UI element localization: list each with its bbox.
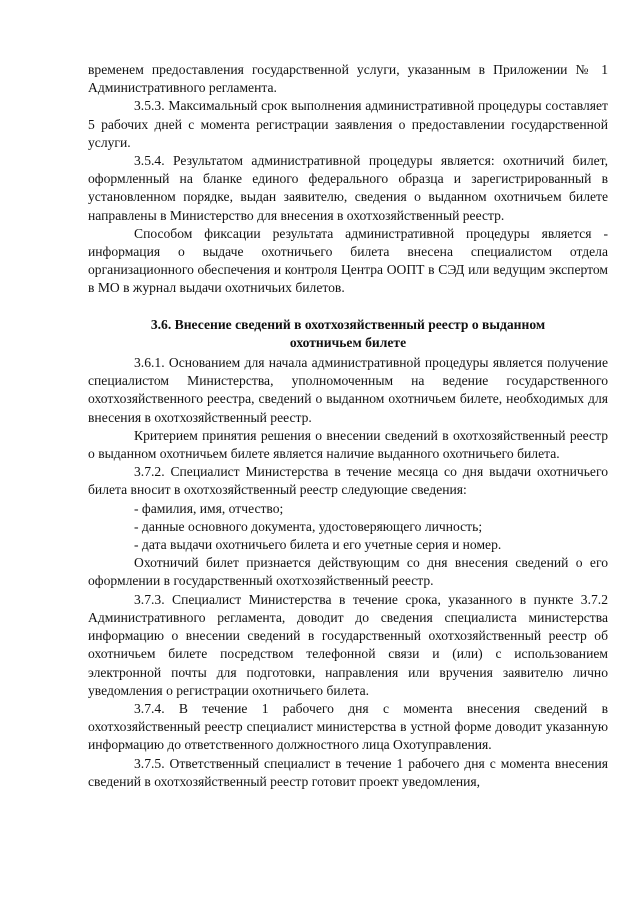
paragraph-3-6-1: 3.6.1. Основанием для начала административной процедуры является получение специалистом Министерства, уполномоченным на ведение государственного охотхозяйственного реестра, сведений о выданном охотничьем билете, необходимых для внесения в охотхозяйственный реестр. xyxy=(88,355,608,425)
list-item: - дата выдачи охотничьего билета и его учетные серия и номер. xyxy=(134,537,502,553)
paragraph-decision-criterion: Критерием принятия решения о внесении сведений в охотхозяйственный реестр о выданном охотничьем билете является наличие выданного охотничьего билета. xyxy=(88,427,608,462)
paragraph-3-7-4: 3.7.4. В течение 1 рабочего дня с момента внесения сведений в охотхозяйственный реестр специалист министерства в устной форме доводит указанную информацию до ответственного должностного лица Охотуправления. xyxy=(88,700,608,753)
section-heading-3-6: 3.6. Внесение сведений в охотхозяйственный реестр о выданном охотничьем билете xyxy=(150,316,546,350)
list-item: - фамилия, имя, отчество; xyxy=(134,500,284,516)
document-body xyxy=(88,61,608,791)
paragraph-3-7-2: 3.7.2. Специалист Министерства в течение месяца со дня выдачи охотничьего билета вносит в охотхозяйственный реестр следующие сведения: xyxy=(88,464,608,498)
paragraph-3-5-4: 3.5.4. Результатом административной процедуры является: охотничий билет, оформленный на бланке единого федерального образца и зарегистрированный в установленном порядке, выдан заявителю, сведения о выданном охотничьем билете направлены в Министерство для внесения в охотхозяйственный реестр. xyxy=(88,153,608,223)
list-item: - данные основного документа, удостоверяющего личность; xyxy=(134,518,483,534)
paragraph-3-7-3: 3.7.3. Специалист Министерства в течение срока, указанного в пункте 3.7.2 Административного регламента, доводит до сведения специалиста министерства информацию о внесении сведений в государственный охотхозяйственный реестр об охотничьем билете посредством телефонной связи и (или) с использованием электронной почты для подготовки, направления или вручения заявителю лично уведомления о регистрации охотничьего билета. xyxy=(88,591,608,698)
paragraph-3-7-5: 3.7.5. Ответственный специалист в течение 1 рабочего дня с момента внесения сведений в охотхозяйственный реестр готовит проект уведомления, xyxy=(88,755,608,789)
paragraph-3-5-3: 3.5.3. Максимальный срок выполнения административной процедуры составляет 5 рабочих дней с момента регистрации заявления о предоставлении государственной услуги. xyxy=(88,98,608,150)
paragraph-fixation-method: Способом фиксации результата административной процедуры является - информация о выдаче охотничьего билета внесена специалистом отдела организационного обеспечения и контроля Центра ООПТ в СЭД или ведущим экспертом в МО в журнал выдачи охотничьих билетов. xyxy=(88,225,608,296)
paragraph-continuation: временем предоставления государственной услуги, указанным в Приложении № 1 Административного регламента. xyxy=(88,62,608,96)
paragraph-license-validity: Охотничий билет признается действующим со дня внесения сведений о его оформлении в государственный охотхозяйственный реестр. xyxy=(88,555,608,589)
